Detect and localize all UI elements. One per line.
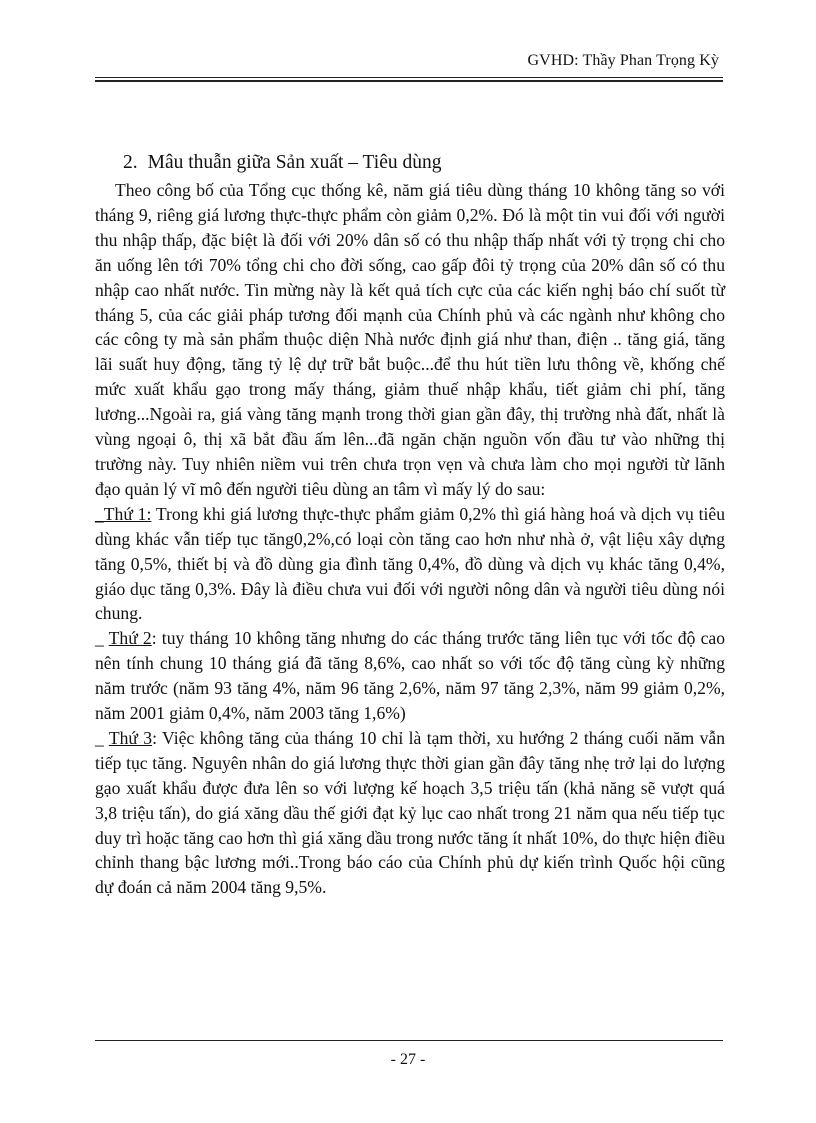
reason-3-paragraph — [95, 726, 725, 900]
reason-1-paragraph — [95, 502, 725, 627]
header-advisor-text: GVHD: Thầy Phan Trọng Kỳ — [527, 52, 719, 69]
header-rule-thick — [95, 80, 723, 82]
reason-2-text: : tuy tháng 10 không tăng nhưng do các tháng trước tăng liên tục với tốc độ cao nên tính chung 10 tháng giá đã tăng 8,6%, cao nhất so với tốc độ tăng cùng kỳ những năm trước (năm 93 tăng 4%, năm 96 tăng 2,6%, năm 97 tăng 2,3%, năm 99 giảm 0,2%, năm 2001 giảm 0,4%, năm 2003 tăng 1,6%) — [95, 628, 725, 724]
page-header — [95, 40, 723, 80]
section-number: 2. — [123, 152, 138, 173]
reason-3-prefix: _ — [95, 727, 109, 748]
header-rule-thin — [95, 77, 723, 78]
section-title: Mâu thuẫn giữa Sản xuất – Tiêu dùng — [147, 152, 442, 173]
reason-2-paragraph — [95, 626, 725, 726]
intro-paragraph: Theo công bố của Tổng cục thống kê, năm giá tiêu dùng tháng 10 không tăng so với tháng 9, riêng giá lương thực-thực phẩm còn giảm 0,2%. Đó là một tin vui đối với người thu nhập thấp, đặc biệt là đối với 20% dân số có thu nhập thấp nhất với tỷ trọng chi cho ăn uống lên tới 70% tổng chi cho đời sống, cao gấp đôi tỷ trọng của 20% dân số có thu nhập cao nhất nước. Tin mừng này là kết quả tích cực của các kiến nghị báo chí suốt từ tháng 5, của các giải pháp tương đối mạnh của Chính phủ và các ngành như không cho các công ty mà sản phẩm thuộc diện Nhà nước định giá như than, điện .. tăng giá, tăng lãi suất huy động, tăng tỷ lệ dự trữ bắt buộc...để thu hút tiền lưu thông về, khống chế mức xuất khẩu gạo trong mấy tháng, giảm thuế nhập khẩu, tiết giảm chi phí, tăng lương...Ngoài ra, giá vàng tăng mạnh trong thời gian gần đây, thị trường nhà đất, nhất là vùng ngoại ô, thị xã bắt đầu ấm lên...đã ngăn chặn nguồn vốn đầu tư vào những thị trường này. Tuy nhiên niềm vui trên chưa trọn vẹn và chưa làm cho mọi người từ lãnh đạo quản lý vĩ mô đến người tiêu dùng an tâm vì mấy lý do sau: — [95, 180, 725, 499]
reason-1-label: Thứ 1: — [103, 503, 152, 524]
footer-rule — [95, 1040, 723, 1041]
reason-3-text: : Việc không tăng của tháng 10 chỉ là tạm thời, xu hướng 2 tháng cuối năm vẫn tiếp tục tăng. Nguyên nhân do giá lương thực thời gian gần đây tăng nhẹ trở lại do lượng gạo xuất khẩu được đưa lên so với lượng kế hoạch 3,5 triệu tấn (khả năng sẽ vượt quá 3,8 triệu tấn), do giá xăng dầu thế giới đạt kỷ lục cao nhất trong 21 năm qua nếu tiếp tục duy trì hoặc tăng cao hơn thì giá xăng dầu trong nước tăng ít nhất 10%, do thực hiện điều chỉnh thang bậc lương mới..Trong báo cáo của Chính phủ dự kiến trình Quốc hội cũng dự đoán cả năm 2004 tăng 9,5%. — [95, 727, 725, 898]
reason-2-label: Thứ 2 — [108, 628, 152, 649]
section-heading — [123, 148, 725, 178]
reason-1-prefix: _ — [95, 503, 104, 524]
page-number: - 27 - — [390, 1051, 426, 1068]
main-content — [95, 148, 725, 900]
reason-2-prefix: _ — [95, 628, 109, 649]
reason-3-label: Thứ 3 — [108, 727, 153, 748]
reason-1-text: Trong khi giá lương thực-thực phẩm giảm 0,2% thì giá hàng hoá và dịch vụ tiêu dùng khác vẫn tiếp tục tăng0,2%,có loại còn tăng cao hơn như nhà ở, vật liệu xây dựng tăng 0,5%, thiết bị và đồ dùng gia đình tăng 0,4%, đồ dùng và dịch vụ khác tăng 0,4%, giáo dục tăng 0,3%. Đây là điều chưa vui đối với người nông dân và người tiêu dùng nói chung. — [95, 503, 725, 624]
